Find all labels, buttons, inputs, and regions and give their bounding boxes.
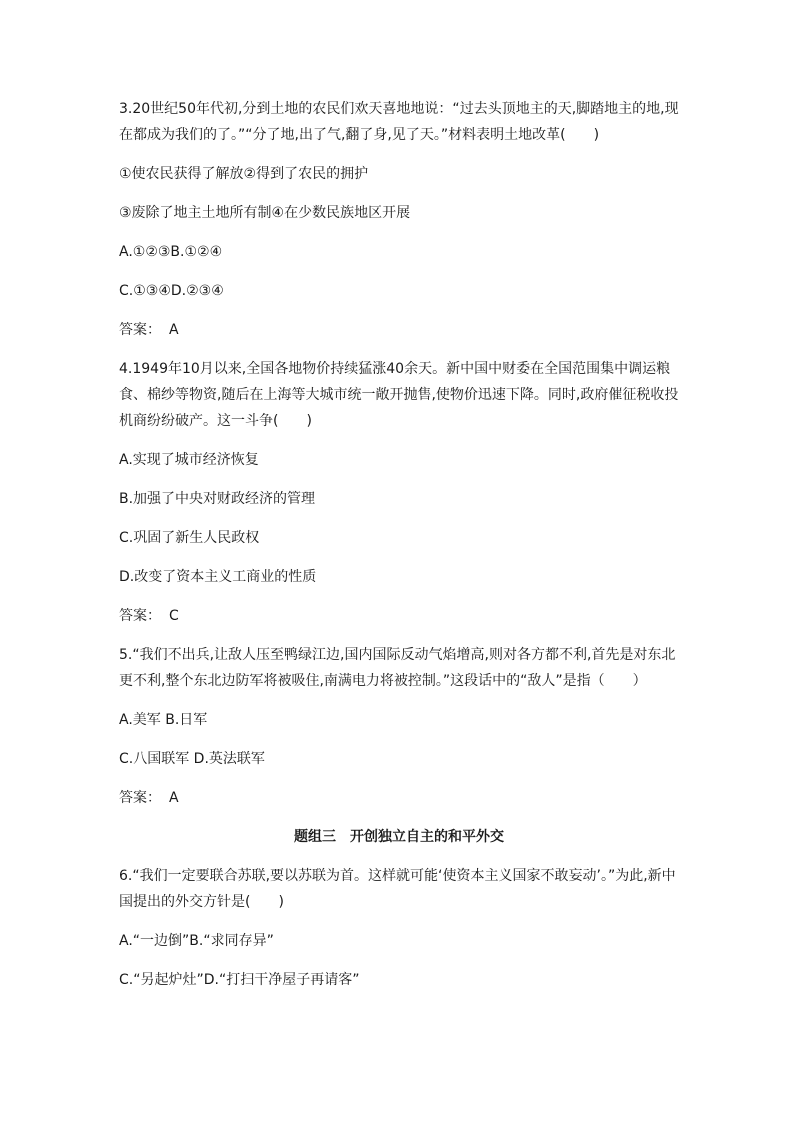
document-content [119,96,679,1006]
question-4-option-d: D.改变了资本主义工商业的性质 [119,569,317,585]
question-3-stem: 3.20世纪50年代初,分到土地的农民们欢天喜地地说：“过去头顶地主的天,脚踏地主的地,现在都成为我们的了。”“分了地,出了气,翻了身,见了天。”材料表明土地改革( ) [119,101,679,143]
question-4-answer [119,603,679,629]
answer-label: 答案： [119,608,161,624]
question-5-answer [119,785,679,811]
question-3-statement-1: ①使农民获得了解放②得到了农民的拥护 [119,166,369,182]
question-3-statement-2: ③废除了地主土地所有制④在少数民族地区开展 [119,205,411,221]
question-5-stem: 5.“我们不出兵,让敌人压至鸭绿江边,国内国际反动气焰增高,则对各方都不利,首先是对东北更不利,整个东北边防军将被吸住,南满电力将被控制。”这段话中的“敌人”是指（ ） [119,647,676,689]
question-4-option-a: A.实现了城市经济恢复 [119,452,259,468]
question-3-answer [119,317,679,343]
answer-label: 答案： [119,322,161,338]
question-6-option-ab: A.“一边倒”B.“求同存异” [119,933,274,949]
section-title: 题组三 开创独立自主的和平外交 [294,829,504,845]
question-5-option-cd: C.八国联军 D.英法联军 [119,751,265,767]
question-5-option-ab: A.美军 B.日军 [119,712,208,728]
question-6-option-cd: C.“另起炉灶”D.“打扫干净屋子再请客” [119,972,360,988]
question-4-stem: 4.1949年10月以来,全国各地物价持续猛涨40余天。新中国中财委在全国范围集中调运粮食、棉纱等物资,随后在上海等大城市统一敞开抛售,使物价迅速下降。同时,政府催征税收投机商纷纷破产。这一斗争( ) [119,361,679,429]
question-3-option-cd: C.①③④D.②③④ [119,283,224,299]
question-6-stem: 6.“我们一定要联合苏联,要以苏联为首。这样就可能‘使资本主义国家不敢妄动’。”为此,新中国提出的外交方针是( ) [119,868,676,910]
answer-value: A [169,322,179,338]
question-3-option-ab: A.①②③B.①②④ [119,244,223,260]
question-4-option-c: C.巩固了新生人民政权 [119,530,260,546]
answer-label: 答案： [119,790,161,806]
answer-value: C [169,608,179,624]
question-4-option-b: B.加强了中央对财政经济的管理 [119,491,316,507]
answer-value: A [169,790,179,806]
